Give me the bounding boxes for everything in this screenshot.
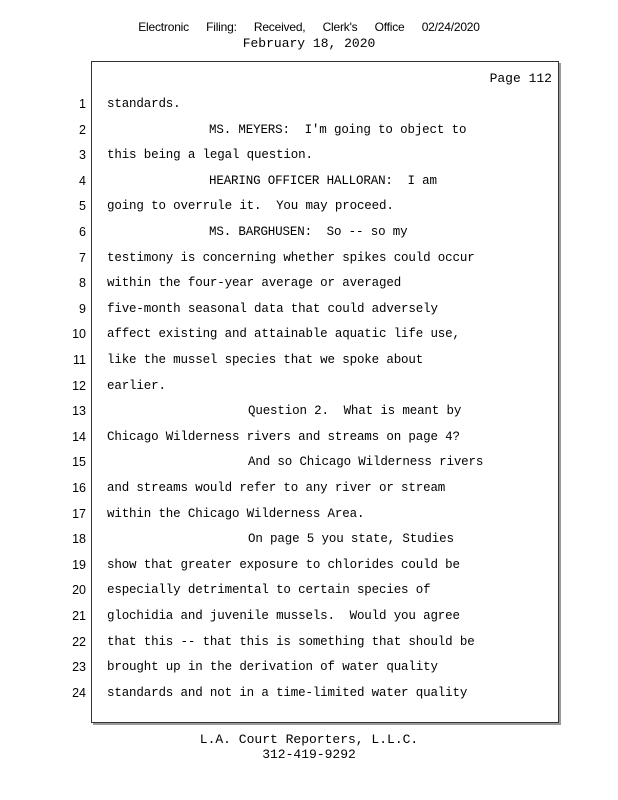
transcript-line: within the Chicago Wilderness Area. [107, 506, 365, 521]
transcript-line: standards. [107, 97, 181, 111]
line-number: 12 [72, 378, 86, 393]
line-number: 19 [72, 557, 86, 572]
line-number: 1 [79, 97, 86, 111]
line-number: 4 [79, 173, 86, 188]
line-number: 9 [79, 301, 86, 316]
transcript-line: and streams would refer to any river or stream [107, 481, 446, 495]
transcript-line: testimony is concerning whether spikes could occur [107, 250, 475, 265]
transcript-line: like the mussel species that we spoke about [107, 353, 424, 367]
line-number: 18 [72, 532, 86, 547]
line-number: 20 [72, 583, 86, 598]
line-number: 21 [72, 609, 86, 623]
line-number: 7 [79, 250, 86, 265]
line-number: 24 [72, 685, 86, 700]
line-number: 16 [72, 481, 86, 495]
transcript-line: this being a legal question. [107, 148, 313, 163]
transcript-line: five-month seasonal data that could adversely [107, 301, 438, 316]
transcript-line: glochidia and juvenile mussels. Would you agree [107, 609, 460, 623]
line-number: 11 [73, 353, 86, 367]
stamp-word: Electronic [138, 20, 189, 34]
transcript-line: especially detrimental to certain species of [107, 583, 431, 598]
reporter-phone: 312-419-9292 [262, 747, 356, 762]
transcript-line: that this -- that this is something that should be [107, 634, 475, 649]
line-number: 23 [72, 660, 86, 675]
line-number: 5 [79, 199, 86, 214]
transcript-line: standards and not in a time-limited water quality [107, 685, 468, 700]
transcript-line: Question 2. What is meant by [248, 404, 462, 419]
transcript-line: earlier. [107, 378, 166, 393]
line-number: 17 [72, 506, 86, 521]
page-number: Page 112 [489, 71, 552, 86]
stamp-word: 02/24/2020 [421, 20, 480, 34]
stamp-word: Received, [253, 20, 306, 34]
line-number: 6 [79, 225, 86, 239]
line-number: 2 [79, 122, 86, 137]
line-number: 13 [72, 404, 86, 419]
stamp-word: Clerk's [322, 20, 358, 34]
transcript-line: show that greater exposure to chlorides could be [107, 557, 460, 572]
transcript-line: affect existing and attainable aquatic life use, [107, 327, 460, 342]
reporter-company: L.A. Court Reporters, L.L.C. [199, 732, 419, 747]
line-number: 22 [72, 634, 86, 649]
line-number: 8 [79, 276, 86, 291]
transcript-line: brought up in the derivation of water quality [107, 660, 438, 675]
transcript-date: February 18, 2020 [242, 36, 376, 51]
line-number: 10 [72, 327, 86, 342]
transcript-line: On page 5 you state, Studies [248, 532, 454, 547]
stamp-word: Office [374, 20, 405, 34]
line-number: 15 [72, 455, 86, 470]
transcript-line: going to overrule it. You may proceed. [107, 199, 394, 214]
transcript-line: MS. BARGHUSEN: So -- so my [209, 225, 408, 239]
efiling-stamp [0, 20, 618, 34]
line-number: 3 [79, 148, 86, 163]
transcript-line: within the four-year average or averaged [107, 276, 402, 291]
line-number: 14 [72, 429, 86, 444]
transcript-line: HEARING OFFICER HALLORAN: I am [209, 173, 437, 188]
transcript-line: And so Chicago Wilderness rivers [248, 455, 484, 470]
stamp-word: Filing: [206, 20, 237, 34]
transcript-line: MS. MEYERS: I'm going to object to [209, 122, 467, 137]
transcript-line: Chicago Wilderness rivers and streams on page 4? [107, 429, 460, 444]
